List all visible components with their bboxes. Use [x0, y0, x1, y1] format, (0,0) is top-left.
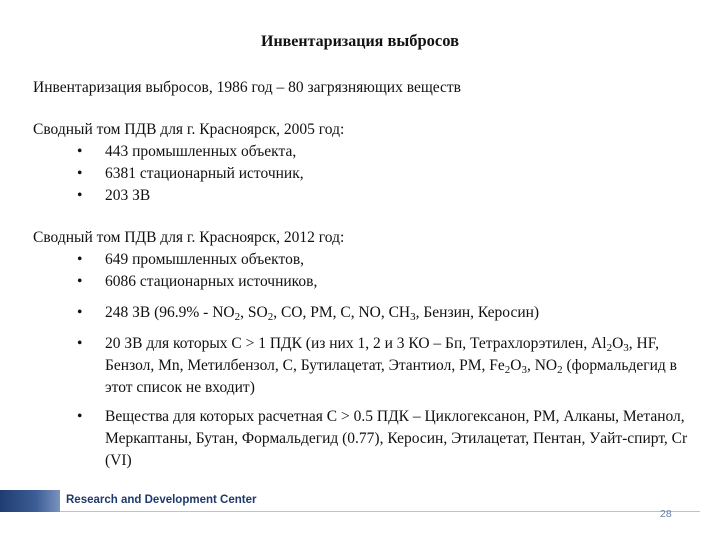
footer-organization-label: Research and Development Center — [66, 494, 257, 506]
page-number: 28 — [660, 508, 672, 520]
intro-line: Инвентаризация выбросов, 1986 год – 80 загрязняющих веществ — [33, 79, 461, 96]
list-item: • 6086 стационарных источников, — [33, 271, 703, 293]
footer-divider — [60, 511, 700, 512]
bullet-icon: • — [77, 273, 83, 290]
section-2012-heading: Сводный том ПДВ для г. Красноярск, 2012 год: — [33, 229, 345, 246]
section-2005-heading: Сводный том ПДВ для г. Красноярск, 2005 год: — [33, 121, 345, 138]
footer-accent-bar — [0, 490, 60, 512]
slide-body — [33, 77, 703, 472]
list-item: • Вещества для которых расчетная С > 0.5 ПДК – Циклогексанон, РМ, Алканы, Метанол, Меркаптаны, Бутан, Формальдегид (0.77), Керосин, Этилацетат, Пентан, Уайт-спирт, Cr (VI) — [77, 408, 688, 469]
bullet-icon: • — [77, 304, 83, 321]
bullet-icon: • — [77, 187, 83, 204]
title-part1: Инвентаризация — [261, 33, 384, 50]
title-part2: выбросов — [383, 31, 459, 50]
section-2005-list — [33, 141, 703, 207]
bullet-icon: • — [77, 408, 83, 425]
list-item: • 649 промышленных объектов, — [33, 249, 703, 271]
bullet-icon: • — [77, 143, 83, 160]
list-item: • 248 ЗВ ($96.9\% - NO_2$, $SO_2$, CO, PM, C, NO, $CH_3$, Бензин, Керосин) — [77, 304, 540, 323]
bullet-icon: • — [77, 335, 83, 352]
bullet-icon: • — [77, 251, 83, 268]
list-item: • 203 ЗВ — [33, 185, 703, 207]
bullet-icon: • — [77, 165, 83, 182]
list-item: • 443 промышленных объекта, — [33, 141, 703, 163]
list-item: • 20 ЗВ для которых С > 1 ПДК (из них 1, 2 и 3 КО – Бп, Тетрахлорэтилен, $Al_2O_3$, HF, Бензол, Mn, Метилбензол, С, Бутилацетат, Этантиол, PM, $Fe_2O_3$, $NO_2$ (формальдегид в этот список не входит) — [77, 335, 677, 396]
section-2012-list — [33, 249, 703, 472]
slide-title — [0, 31, 720, 51]
list-item: • 6381 стационарный источник, — [33, 163, 703, 185]
